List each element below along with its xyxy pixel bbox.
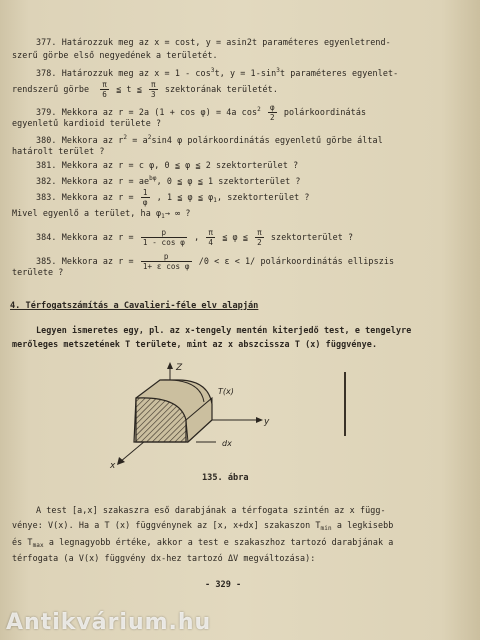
problem-380-line2: határolt terület ? <box>12 146 105 156</box>
problem-380-line1: 380. Mekkora az $r^2 = a^2\sin 4$ φ polárkoordinátás egyenletű görbe által <box>36 134 383 145</box>
problem-383: 383. Mekkora az r = $\frac{1}{\varphi}$ , 1 ≦ φ ≦ $\varphi_1$, szektorterület ? <box>36 188 310 207</box>
page-number: - 329 - <box>205 580 242 590</box>
body-line3: és $T_{max}$ a legnagyobb értéke, akkor a test e szakaszhoz tartozó darabjának a <box>12 537 394 549</box>
problem-378-line1: 378. Határozzuk meg az $x = 1 - \cos^3t$, $y = 1-\sin^3t$ paraméteres egyenlet- <box>36 67 399 78</box>
problem-379-line1: 379. Mekkora az r = 2a (1 + cos φ) = 4a $\cos^2$ $\frac{\varphi}{2}$ polárkoordinátás <box>36 103 367 122</box>
x-axis-label: x <box>110 461 116 471</box>
margin-mark <box>344 372 346 436</box>
problem-385: 385. Mekkora az r = $\frac{p}{\text{1+ ε cos φ}}$ /0 < ε < 1/ polárkoordinátás ellipszis <box>36 252 395 271</box>
problem-381: 381. Mekkora az r = c φ, 0 ≦ φ ≦ 2 szektorterület ? <box>36 160 299 170</box>
watermark: Antikvárium.hu <box>6 610 212 635</box>
y-axis-label: y <box>264 417 270 427</box>
z-axis-arrow <box>167 362 173 369</box>
intro-line1: Legyen ismeretes egy, pl. az x-tengely mentén kiterjedő test, e tengelyre <box>36 325 412 335</box>
y-axis-arrow <box>256 417 263 423</box>
z-axis-label: Z <box>176 363 183 373</box>
body-line1: A test [a,x] szakaszra eső darabjának a térfogata szintén az x függ- <box>36 505 386 515</box>
problem-385-line2: területe ? <box>12 267 64 277</box>
section-heading: 4. Térfogatszámítás a Cavalieri-féle elv alapján <box>10 301 259 311</box>
problem-383-line2: Mivel egyenlő a terület, ha $\varphi_1\to$ ∞ ? <box>12 208 191 220</box>
problem-378-line2: rendszerű görbe $\frac{\pi}{6}$ ≦ t ≦ $\frac{\pi}{3}$ szektorának területét. <box>12 80 278 99</box>
problem-384: 384. Mekkora az r = $\frac{p}{\text{1 - cos φ}}$ , $\frac{\pi}{4}$ ≦ φ ≦ $\frac{\pi}{2}$ szektorterület ? <box>36 228 354 247</box>
problem-377-line1: 377. Határozzuk meg az x = cost, y = asin2t paraméteres egyenletrend- <box>36 37 391 47</box>
figure-caption: 135. ábra <box>202 473 249 483</box>
problem-382: 382. Mekkora az $r = ae^{b\varphi}$, 0 ≦ φ ≦ 1 szektorterület ? <box>36 175 301 186</box>
volume-figure <box>100 358 290 473</box>
dx-label: dx <box>222 439 232 448</box>
problem-377-line2: szerű görbe első negyedének a területét. <box>12 50 218 60</box>
body-line4: térfogata (a V(x) függvény dx-hez tartozó ΔV megváltozása): <box>12 553 316 563</box>
tx-label: T(x) <box>218 387 234 396</box>
problem-379-line2: egyenletű kardioid területe ? <box>12 118 162 128</box>
intro-line2: merőleges metszetének T területe, mint az x abszcissza T (x) függvénye. <box>12 339 378 349</box>
body-line2: vénye: V(x). Ha a T (x) függvénynek az [x, x+dx] szakaszon $T_{min}$ a legkisebb <box>12 520 394 532</box>
